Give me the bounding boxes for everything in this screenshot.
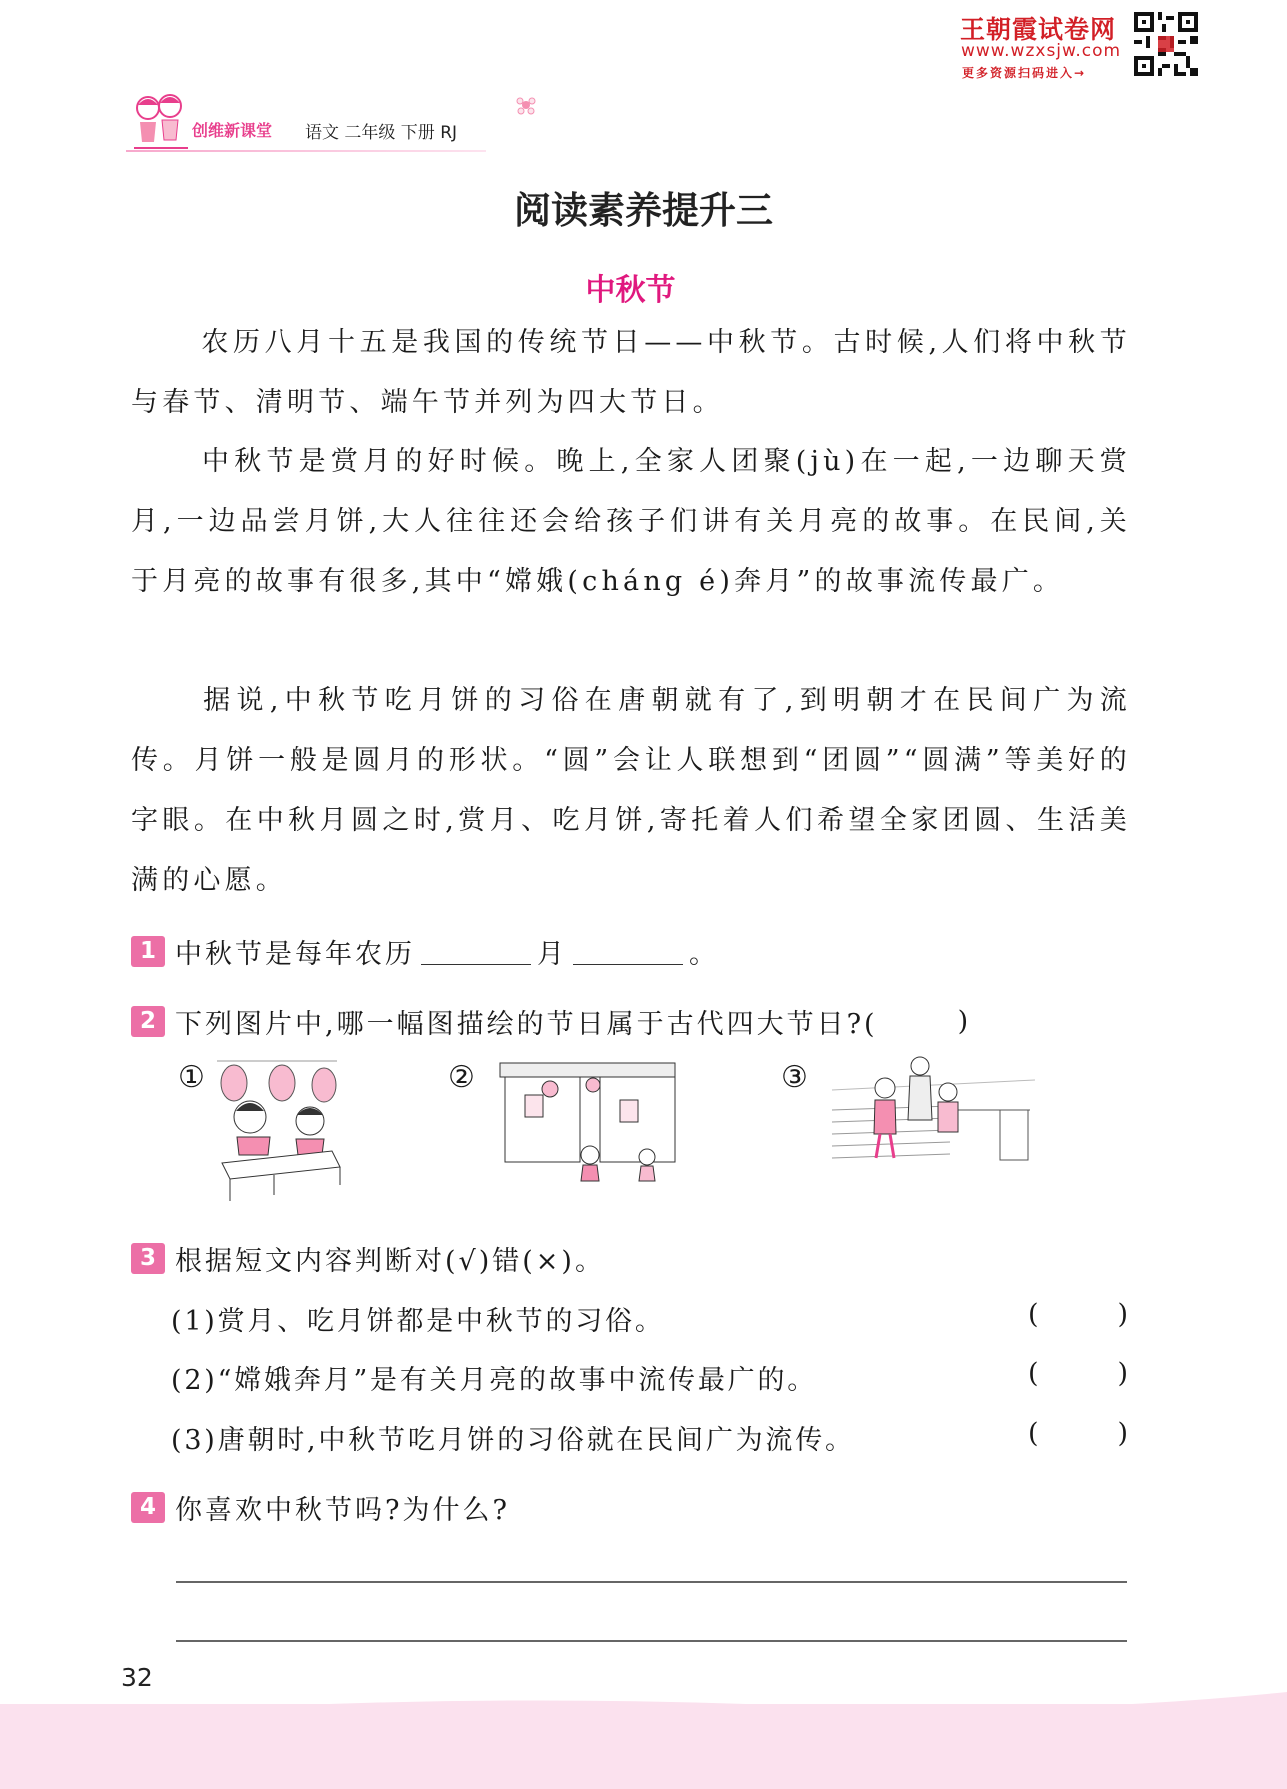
picture-spring-festival[interactable] — [495, 1055, 680, 1185]
judge-box-2[interactable]: ( ) — [1028, 1358, 1128, 1389]
book-info: 语文 二年级 下册 RJ — [305, 123, 458, 143]
article-title: 中秋节 — [585, 273, 676, 308]
judge-box-1[interactable]: ( ) — [1028, 1299, 1128, 1330]
flower-decoration-icon — [512, 92, 540, 118]
qr-code-icon[interactable] — [1134, 12, 1198, 76]
option-3-label: ③ — [781, 1060, 808, 1095]
answer-blank-month[interactable] — [421, 938, 531, 965]
question-3: 3 根据短文内容判断对(√)错(×)。 — [131, 1239, 605, 1278]
statement-1: (1)赏月、吃月饼都是中秋节的习俗。 — [171, 1306, 665, 1337]
question-2: 2 下列图片中,哪一幅图描绘的节日属于古代四大节日?( ) — [131, 1002, 971, 1041]
option-1-label: ① — [178, 1060, 205, 1095]
question-number: 4 — [131, 1492, 165, 1523]
question-4: 4 你喜欢中秋节吗?为什么? — [131, 1488, 510, 1527]
answer-blank-day[interactable] — [573, 938, 683, 965]
statement-2: (2)“嫦娥奔月”是有关月亮的故事中流传最广的。 — [171, 1365, 818, 1396]
option-2-label: ② — [448, 1060, 475, 1095]
question-1: 1 中秋节是每年农历 月 。 — [131, 932, 719, 971]
answer-line-1[interactable] — [176, 1581, 1127, 1583]
question-number: 3 — [131, 1243, 165, 1274]
footer-band — [0, 1704, 1287, 1789]
page-title: 阅读素养提升三 — [514, 189, 773, 232]
brand-url[interactable]: www.wzxsjw.com — [961, 41, 1122, 61]
brand-name: 王朝霞试卷网 — [960, 15, 1117, 44]
question-number: 1 — [131, 936, 165, 967]
statement-3: (3)唐朝时,中秋节吃月饼的习俗就在民间广为流传。 — [171, 1425, 855, 1456]
picture-lantern-festival[interactable] — [212, 1055, 342, 1205]
judge-box-3[interactable]: ( ) — [1028, 1418, 1128, 1449]
question-number: 2 — [131, 1006, 165, 1037]
answer-line-2[interactable] — [176, 1640, 1127, 1642]
header-divider — [126, 150, 486, 152]
page-number: 32 — [121, 1663, 153, 1692]
paragraph-1: 农历八月十五是我国的传统节日——中秋节。古时候,人们将中秋节与春节、清明节、端午节并列为四大节日。 — [131, 327, 1131, 418]
paragraph-2: 中秋节是赏月的好时候。晚上,全家人团聚(jù)在一起,一边聊天赏月,一边品尝月饼,大人往往还会给孩子们讲有关月亮的故事。在民间,关于月亮的故事有很多,其中“嫦娥(cháng é)奔月”的故事流传最广。 — [131, 446, 1131, 597]
brand-hint: 更多资源扫码进入→ — [962, 66, 1087, 80]
picture-family-walk[interactable] — [830, 1050, 1035, 1180]
series-name: 创维新课堂 — [192, 121, 273, 140]
paragraph-3: 据说,中秋节吃月饼的习俗在唐朝就有了,到明朝才在民间广为流传。月饼一般是圆月的形状。“圆”会让人联想到“团圆”“圆满”等美好的字眼。在中秋月圆之时,赏月、吃月饼,寄托着人们希望全家团圆、生活美满的心愿。 — [131, 685, 1131, 896]
